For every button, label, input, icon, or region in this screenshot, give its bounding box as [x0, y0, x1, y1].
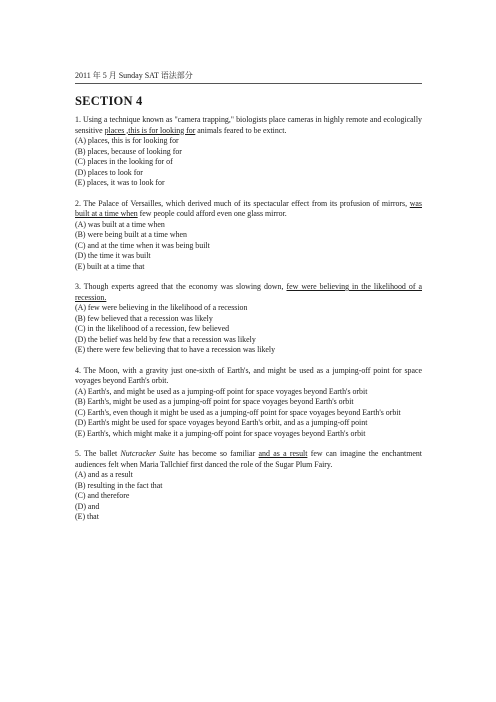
answer-option-b: (B) Earth's, might be used as a jumping-off point for space voyages beyond Earth's orbit	[75, 397, 354, 406]
answer-option-e: (E) that	[75, 512, 99, 521]
ballet-title: Nutcracker Suite	[120, 449, 176, 458]
question-1	[75, 115, 422, 189]
answer-option-e: (E) Earth's, which might make it a jumping-off point for space voyages beyond Earth's orbit	[75, 428, 366, 438]
answer-option-c: (C) and therefore	[75, 491, 130, 500]
underlined-phrase: few were believing in the likelihood of a recession.	[75, 282, 422, 302]
answer-option-e: (E) places, it was to look for	[75, 178, 165, 187]
answer-option-d: (D) and	[75, 501, 100, 511]
answer-option-d: (D) places to look for	[75, 167, 143, 177]
question-3	[75, 282, 422, 356]
document-page	[75, 70, 422, 523]
answer-option-d: (D) the time it was built	[75, 251, 151, 260]
answer-option-a: (A) Earth's, and might be used as a jumping-off point for space voyages beyond Earth's orbit	[75, 386, 368, 396]
question-stem: 2. The Palace of Versailles, which derived much of its spectacular effect from its profusion of mirrors, was built at a time when few people could afford even one glass mirror.	[75, 198, 422, 218]
answer-option-e: (E) built at a time that	[75, 261, 145, 271]
answer-option-d: (D) the belief was held by few that a recession was likely	[75, 334, 256, 344]
answer-option-c: (C) and at the time when it was being built	[75, 240, 210, 250]
answer-option-b: (B) few believed that a recession was likely	[75, 313, 213, 323]
answer-option-b: (B) places, because of looking for	[75, 146, 182, 156]
header-text: 2011 年 5 月 Sunday SAT 语法部分	[75, 71, 193, 80]
question-2	[75, 199, 422, 273]
underlined-phrase: and as a result	[258, 449, 308, 458]
answer-option-c: (C) Earth's, even though it might be used as a jumping-off point for space voyages beyond Earth's orbit	[75, 407, 401, 417]
answer-option-d: (D) Earth's might be used for space voyages beyond Earth's orbit, and as a jumping-off point	[75, 418, 368, 427]
answer-option-a: (A) and as a result	[75, 470, 133, 479]
question-stem: 3. Though experts agreed that the economy was slowing down, few were believing in the likelihood of a recession.	[75, 282, 422, 302]
page-header	[75, 70, 422, 84]
answer-option-a: (A) places, this is for looking for	[75, 136, 179, 145]
answer-option-a: (A) was built at a time when	[75, 219, 165, 229]
question-stem: 5. The ballet Nutcracker Suite has become so familiar and as a result few can imagine the enchantment audiences felt when Maria Tallchief first danced the role of the Sugar Plum Fairy.	[75, 449, 423, 469]
section-title: SECTION 4	[75, 94, 143, 108]
answer-option-c: (C) in the likelihood of a recession, few believed	[75, 324, 230, 333]
underlined-phrase: places ,this is for looking for	[104, 125, 196, 135]
answer-option-a: (A) few were believing in the likelihood of a recession	[75, 303, 248, 312]
question-4	[75, 366, 422, 440]
question-stem: 4. The Moon, with a gravity just one-sixth of Earth's, and might be used as a jumping-off point for space voyages beyond Earth's orbit.	[75, 365, 422, 385]
answer-option-e: (E) there were few believing that to have a recession was likely	[75, 345, 276, 354]
underlined-phrase: was built at a time when	[75, 198, 422, 218]
answer-option-c: (C) places in the looking for of	[75, 157, 173, 166]
answer-option-b: (B) were being built at a time when	[75, 230, 187, 239]
answer-option-b: (B) resulting in the fact that	[75, 480, 163, 490]
question-stem: 1. Using a technique known as "camera trapping," biologists place cameras in highly remote and ecologically sensitive places ,this is for looking for animals feared to be extinct.	[75, 115, 422, 135]
question-5	[75, 449, 422, 523]
